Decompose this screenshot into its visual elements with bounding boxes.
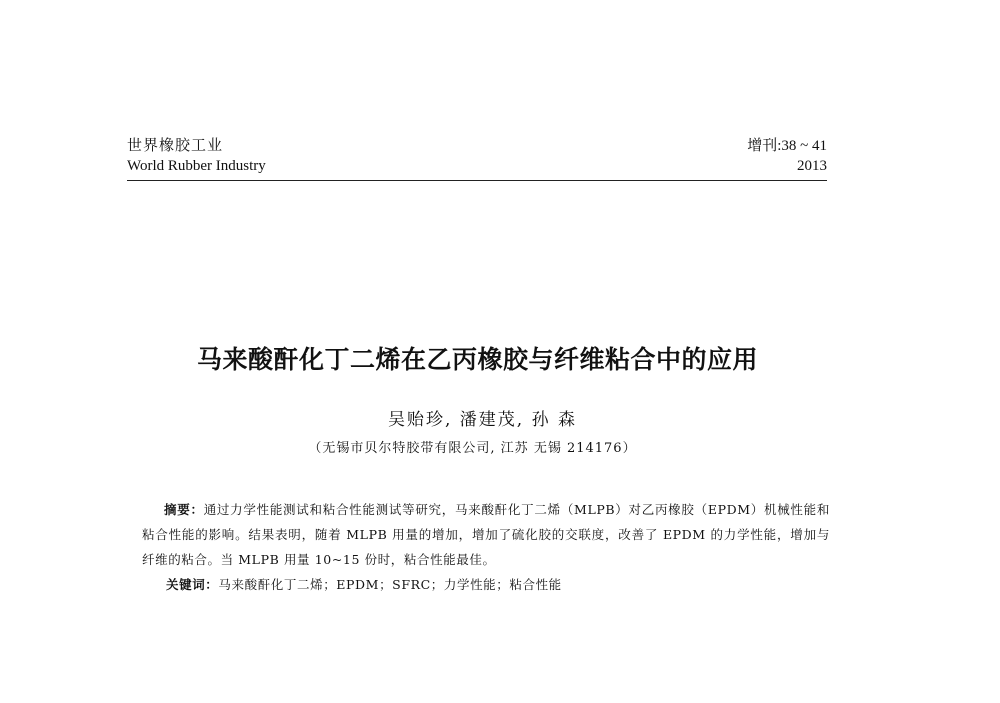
abstract-text: 通过力学性能测试和粘合性能测试等研究，马来酸酐化丁二烯（MLPB）对乙丙橡胶（EPDM）机械性能和粘合性能的影响。结果表明，随着 MLPB 用量的增加，增加了硫化胶的交联度，改善了 EPDM 的力学性能，增加与纤维的粘合。当 MLPB 用量 10~15 份时，粘合性能最佳。 <box>142 502 830 567</box>
keywords-paragraph <box>142 572 830 597</box>
abstract-paragraph <box>142 497 830 572</box>
publication-year: 2013 <box>797 158 827 174</box>
abstract-label: 摘要： <box>164 502 204 517</box>
abstract-section <box>142 497 830 597</box>
journal-name-cn: 世界橡胶工业 <box>127 136 224 154</box>
article-authors: 吴贻珍, 潘建茂, 孙 森 <box>387 410 578 430</box>
article-title: 马来酸酐化丁二烯在乙丙橡胶与纤维粘合中的应用 <box>196 345 758 374</box>
journal-name-en: World Rubber Industry <box>127 158 266 174</box>
issue-pages: 增刊:38 ~ 41 <box>747 138 827 154</box>
keywords-label: 关键词： <box>166 577 219 592</box>
keywords-text: 马来酸酐化丁二烯；EPDM；SFRC；力学性能；粘合性能 <box>218 577 562 592</box>
journal-header <box>127 134 827 180</box>
header-divider <box>127 180 827 181</box>
article-affiliation: （无锡市贝尔特胶带有限公司, 江苏 无锡 214176） <box>308 441 637 456</box>
